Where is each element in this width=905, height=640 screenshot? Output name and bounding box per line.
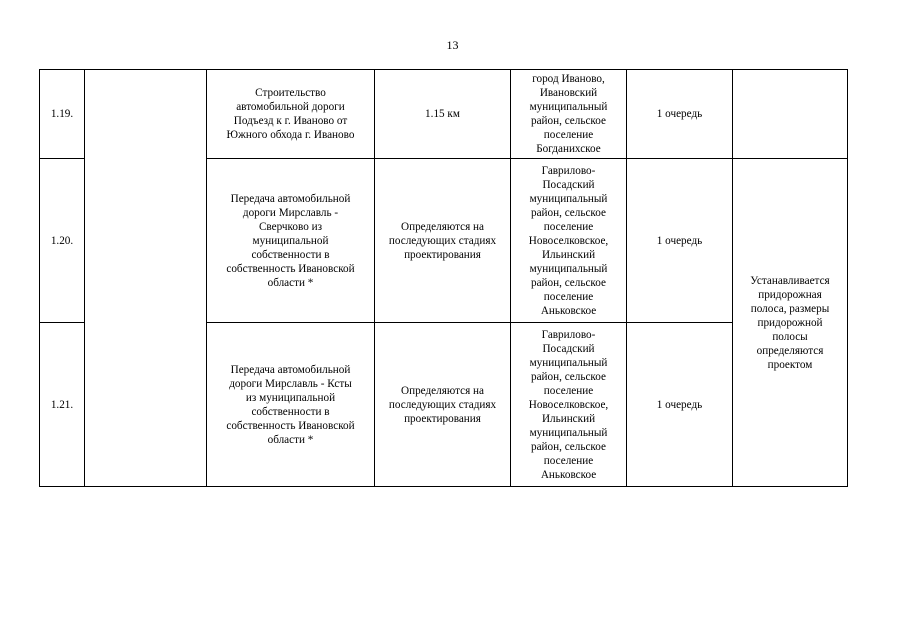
object-name-cell: Передача автомобильной дороги Мирславль - Ксты из муниципальной собственности в собственность Ивановской области * [207,323,375,487]
location-cell: Гаврилово- Посадский муниципальный район, сельское поселение Новоселковское, Ильинский муниципальный район, сельское поселение Аньковское [511,323,627,487]
row-number: 1.19. [40,70,85,159]
row-number: 1.21. [40,323,85,487]
parameters-cell: Определяются на последующих стадиях проектирования [375,159,511,323]
empty-group-cell [85,70,207,487]
location-cell: Гаврилово- Посадский муниципальный район, сельское поселение Новоселковское, Ильинский муниципальный район, сельское поселение Аньковское [511,159,627,323]
page-number: 13 [446,38,459,52]
objects-table [39,69,848,487]
empty-zone-cell [733,70,848,159]
parameters-cell: 1.15 км [375,70,511,159]
table-row [40,70,848,159]
object-name-cell: Строительство автомобильной дороги Подъезд к г. Иваново от Южного обхода г. Иваново [207,70,375,159]
parameters-cell: Определяются на последующих стадиях проектирования [375,323,511,487]
stage-cell: 1 очередь [627,323,733,487]
object-name-cell: Передача автомобильной дороги Мирславль - Сверчково из муниципальной собственности в собственность Ивановской области * [207,159,375,323]
stage-cell: 1 очередь [627,70,733,159]
row-number: 1.20. [40,159,85,323]
zone-note-cell: Устанавливается придорожная полоса, размеры придорожной полосы определяются проектом [733,159,848,487]
location-cell: город Иваново, Ивановский муниципальный район, сельское поселение Богданихское [511,70,627,159]
stage-cell: 1 очередь [627,159,733,323]
